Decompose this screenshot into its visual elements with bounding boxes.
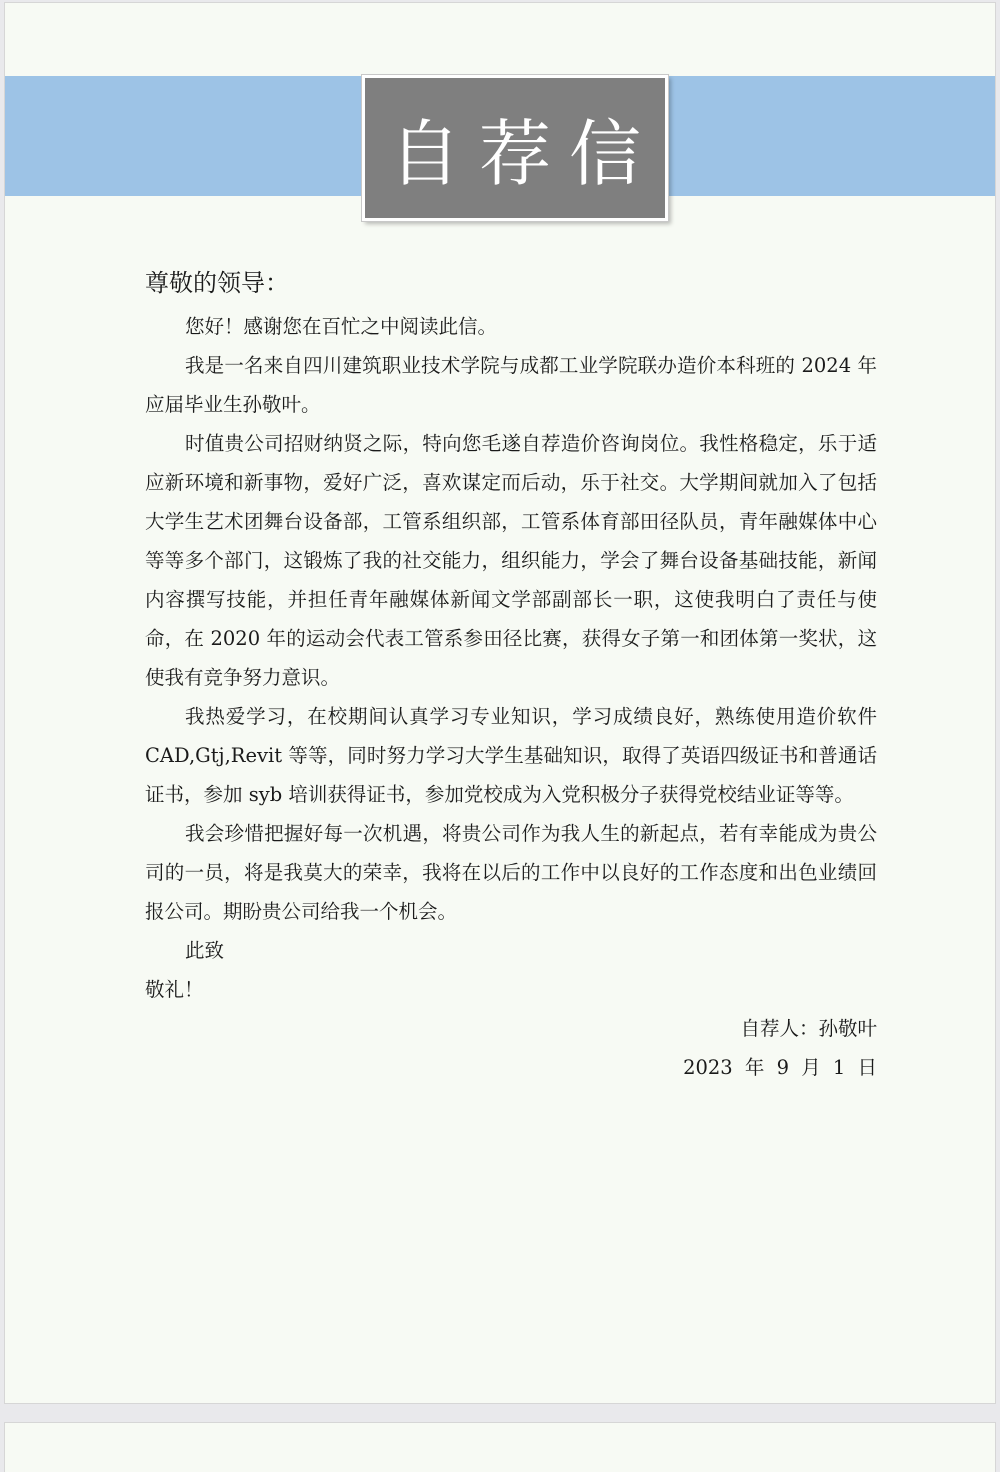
paragraph-experience: 时值贵公司招财纳贤之际，特向您毛遂自荐造价咨询岗位。我性格稳定，乐于适应新环境和新事物，爱好广泛，喜欢谋定而后动，乐于社交。大学期间就加入了包括大学生艺术团舞台设备部，工管系组织部，工管系体育部田径队员，青年融媒体中心等等多个部门，这锻炼了我的社交能力，组织能力，学会了舞台设备基础技能，新闻内容撰写技能，并担任青年融媒体新闻文学部副部长一职，这使我明白了责任与使命，在 2020 年的运动会代表工管系参田径比赛，获得女子第一和团体第一奖状，这使我有竞争努力意识。 xyxy=(145,432,877,689)
letter-body xyxy=(145,261,877,1087)
paragraph-study: 我热爱学习，在校期间认真学习专业知识，学习成绩良好，熟练使用造价软件 CAD,Gtj,Revit 等等，同时努力学习大学生基础知识，取得了英语四级证书和普通话证书，参加 syb 培训获得证书，参加党校成为入党积极分子获得党校结业证等等。 xyxy=(145,705,877,806)
paragraph-commitment: 我会珍惜把握好每一次机遇，将贵公司作为我人生的新起点，若有幸能成为贵公司的一员，将是我莫大的荣幸，我将在以后的工作中以良好的工作态度和出色业绩回报公司。期盼贵公司给我一个机会。 xyxy=(145,822,877,923)
letter-date: 2023 年 9 月 1 日 xyxy=(683,1056,877,1079)
title-box xyxy=(362,75,668,221)
document-page xyxy=(4,2,996,1404)
closing-salute: 敬礼！ xyxy=(145,978,204,1001)
signature: 自荐人：孙敬叶 xyxy=(740,1017,877,1040)
paragraph-greeting: 您好！感谢您在百忙之中阅读此信。 xyxy=(185,315,498,338)
closing-regards: 此致 xyxy=(185,939,225,962)
letter-title: 自荐信 xyxy=(388,112,659,196)
next-page xyxy=(4,1422,996,1472)
paragraph-introduction: 我是一名来自四川建筑职业技术学院与成都工业学院联办造价本科班的 2024 年应届毕业生孙敬叶。 xyxy=(145,354,877,416)
salutation: 尊敬的领导： xyxy=(145,269,289,297)
